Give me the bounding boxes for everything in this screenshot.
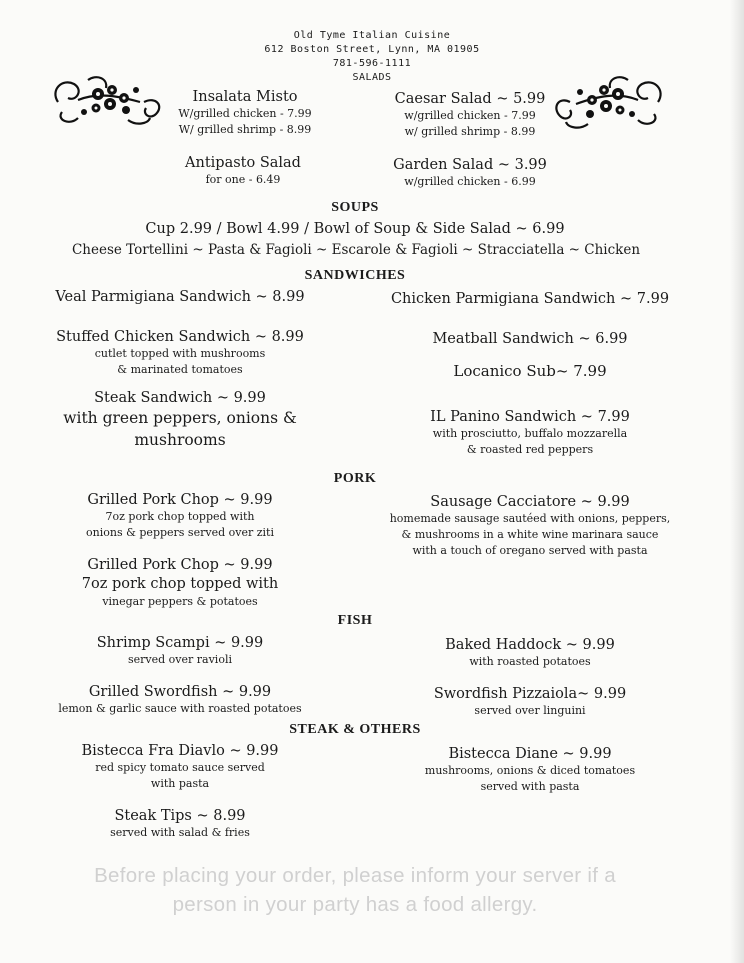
item-desc: w/ grilled shrimp - 8.99 bbox=[404, 125, 536, 138]
section-heading-pork: PORK bbox=[333, 471, 377, 486]
item-name: Steak Tips ~ 8.99 bbox=[114, 808, 246, 824]
allergy-notice-line-1: Before placing your order, please inform your server if a bbox=[94, 864, 616, 887]
item-desc: W/grilled chicken - 7.99 bbox=[178, 107, 312, 120]
item-desc: mushrooms, onions & diced tomatoes bbox=[424, 764, 636, 777]
item-name: Grilled Pork Chop ~ 9.99 bbox=[87, 492, 273, 508]
pork-sausage-cacciatore bbox=[370, 493, 690, 559]
item-desc: w/grilled chicken - 7.99 bbox=[404, 109, 536, 122]
salad-garden bbox=[365, 156, 575, 190]
section-heading-steak-others: STEAK & OTHERS bbox=[289, 722, 421, 737]
item-name: Bistecca Diane ~ 9.99 bbox=[448, 746, 612, 762]
sandwich-locanico: Locanico Sub~ 7.99 bbox=[453, 362, 607, 380]
item-desc: served over linguini bbox=[474, 704, 586, 717]
item-desc: & roasted red peppers bbox=[466, 443, 594, 456]
item-desc: & marinated tomatoes bbox=[117, 363, 243, 376]
item-name: Swordfish Pizzaiola~ 9.99 bbox=[433, 686, 627, 702]
salad-antipasto bbox=[138, 154, 348, 188]
item-name: Shrimp Scampi ~ 9.99 bbox=[96, 635, 264, 651]
section-heading-salads: SALADS bbox=[352, 72, 392, 83]
item-desc: with green peppers, onions & bbox=[63, 409, 297, 427]
allergy-notice-line-2: person in your party has a food allergy. bbox=[172, 893, 538, 916]
item-name: Steak Sandwich ~ 9.99 bbox=[94, 390, 266, 406]
item-name: Sausage Cacciatore ~ 9.99 bbox=[430, 494, 630, 510]
item-name: Bistecca Fra Diavlo ~ 9.99 bbox=[81, 743, 279, 759]
item-desc: served with salad & fries bbox=[110, 826, 250, 839]
section-heading-soups: SOUPS bbox=[331, 200, 379, 215]
sandwich-chicken-parm: Chicken Parmigiana Sandwich ~ 7.99 bbox=[390, 291, 670, 307]
steak-diane bbox=[380, 745, 680, 795]
item-name: Garden Salad ~ 3.99 bbox=[393, 157, 547, 173]
item-name: Insalata Misto bbox=[192, 89, 298, 105]
item-name: Antipasto Salad bbox=[185, 155, 301, 171]
sandwich-stuffed-chicken bbox=[40, 328, 320, 378]
sandwich-il-panino bbox=[395, 408, 665, 458]
sandwich-meatball: Meatball Sandwich ~ 6.99 bbox=[432, 331, 628, 347]
item-desc: & mushrooms in a white wine marinara sauce bbox=[401, 528, 659, 541]
section-heading-sandwiches: SANDWICHES bbox=[304, 268, 406, 283]
item-desc: w/grilled chicken - 6.99 bbox=[404, 175, 536, 188]
steak-tips bbox=[40, 807, 320, 841]
item-name: IL Panino Sandwich ~ 7.99 bbox=[430, 409, 630, 425]
item-desc: red spicy tomato sauce served bbox=[95, 761, 265, 774]
item-desc: served over ravioli bbox=[128, 653, 232, 666]
item-desc: cutlet topped with mushrooms bbox=[94, 347, 266, 360]
item-name: Baked Haddock ~ 9.99 bbox=[445, 637, 615, 653]
fish-shrimp-scampi bbox=[40, 634, 320, 668]
item-name: Grilled Pork Chop ~ 9.99 bbox=[87, 557, 273, 573]
steak-fra-diavlo bbox=[40, 742, 320, 792]
restaurant-address: 612 Boston Street, Lynn, MA 01905 bbox=[264, 44, 480, 55]
item-desc: mushrooms bbox=[134, 431, 226, 449]
item-desc: with pasta bbox=[150, 777, 210, 790]
fish-swordfish-pizzaiola bbox=[385, 685, 675, 719]
restaurant-phone: 781-596-1111 bbox=[332, 58, 412, 69]
soup-varieties: Cheese Tortellini ~ Pasta & Fagioli ~ Escarole & Fagioli ~ Stracciatella ~ Chicken bbox=[71, 242, 641, 258]
item-desc: 7oz pork chop topped with bbox=[81, 576, 279, 592]
fish-grilled-swordfish bbox=[30, 683, 330, 717]
restaurant-name: Old Tyme Italian Cuisine bbox=[293, 30, 451, 41]
sandwich-steak bbox=[40, 389, 320, 451]
salad-insalata-misto bbox=[140, 88, 350, 138]
item-desc: homemade sausage sautéed with onions, peppers, bbox=[389, 512, 671, 525]
item-name: Caesar Salad ~ 5.99 bbox=[394, 91, 546, 107]
item-desc: with roasted potatoes bbox=[469, 655, 591, 668]
page-edge-shadow bbox=[730, 0, 744, 963]
item-desc: lemon & garlic sauce with roasted potatoes bbox=[58, 702, 302, 715]
item-desc: with a touch of oregano served with pasta bbox=[412, 544, 648, 557]
salad-caesar bbox=[365, 90, 575, 140]
item-desc: 7oz pork chop topped with bbox=[105, 510, 255, 523]
item-name: Stuffed Chicken Sandwich ~ 8.99 bbox=[56, 329, 304, 345]
pork-grilled-chop-1 bbox=[40, 491, 320, 541]
item-desc: vinegar peppers & potatoes bbox=[102, 595, 258, 608]
section-heading-fish: FISH bbox=[337, 613, 373, 628]
item-desc: with prosciutto, buffalo mozzarella bbox=[432, 427, 628, 440]
item-name: Grilled Swordfish ~ 9.99 bbox=[88, 684, 272, 700]
item-desc: served with pasta bbox=[480, 780, 580, 793]
item-desc: for one - 6.49 bbox=[205, 173, 281, 186]
item-desc: W/ grilled shrimp - 8.99 bbox=[178, 123, 312, 136]
item-desc: onions & peppers served over ziti bbox=[86, 526, 274, 539]
fish-baked-haddock bbox=[385, 636, 675, 670]
soup-prices: Cup 2.99 / Bowl 4.99 / Bowl of Soup & Side Salad ~ 6.99 bbox=[145, 221, 565, 237]
sandwich-veal: Veal Parmigiana Sandwich ~ 8.99 bbox=[55, 289, 305, 305]
pork-grilled-chop-2 bbox=[40, 556, 320, 610]
